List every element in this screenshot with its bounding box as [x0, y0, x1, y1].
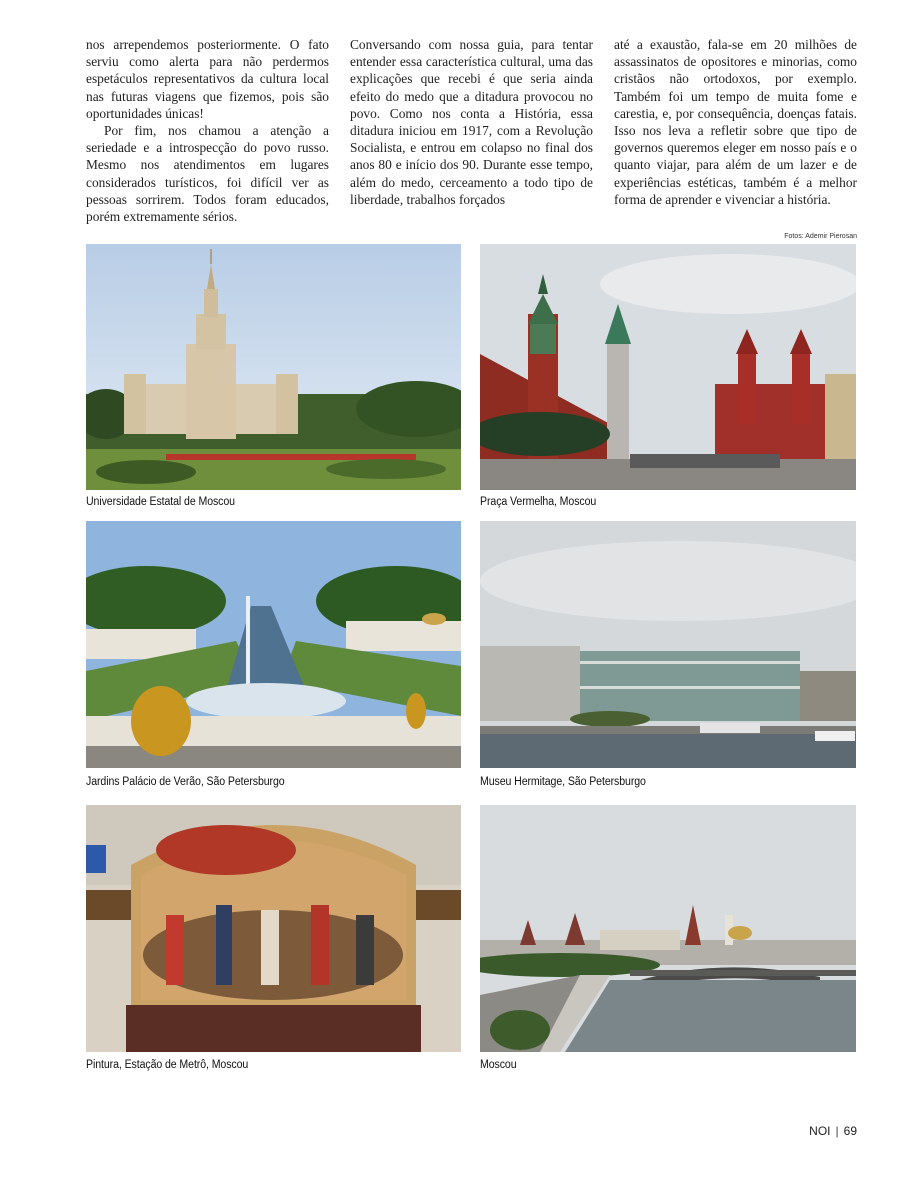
- page-footer: [809, 1124, 857, 1138]
- caption-summer-gardens: Jardins Palácio de Verão, São Petersburgo: [86, 776, 285, 788]
- caption-metro-painting: Pintura, Estação de Metrô, Moscou: [86, 1059, 249, 1071]
- paragraph: Por fim, nos chamou a atenção a seriedade e a introspecção do povo russo. Mesmo nos atendimentos em lugares considerados turísticos, foi difícil ver as pessoas sorrirem. Todos foram educados, porém extremamente sérios.: [86, 123, 329, 225]
- photo-hermitage: [480, 521, 856, 768]
- photo-university: [86, 244, 461, 490]
- page-number: 69: [843, 1124, 857, 1138]
- caption-hermitage: Museu Hermitage, São Petersburgo: [480, 776, 646, 788]
- paragraph: até a exaustão, fala-se em 20 milhões de assassinatos de opositores e minorias, como cristãos não ortodoxos, por exemplo. Também foi um tempo de muita fome e carestia, e, por consequência, doenças fatais. Isso nos leva a refletir sobre que tipo de governos queremos eleger em nosso país e o quanto viajar, para além de um lazer e de experiências estéticas, também é a melhor forma de aprender e vivenciar a história.: [614, 37, 857, 207]
- paragraph: nos arrependemos posteriormente. O fato serviu como alerta para não perdermos espetáculos representativos da cultura local nas futuras viagens que fizemos, pois são oportunidades únicas!: [86, 37, 329, 121]
- photo-metro-painting: [86, 805, 461, 1052]
- paragraph: Conversando com nossa guia, para tentar entender essa característica cultural, uma das explicações que recebi é que seria ainda efeito do medo que a ditadura provocou no povo. Como nos conta a História, essa ditadura iniciou em 1917, com a Revolução Socialista, e entrou em colapso no final dos anos 80 e início dos 90. Durante esse tempo, além do medo, cerceamento a todo tipo de liberdade, trabalhos forçados: [350, 37, 593, 207]
- caption-red-square: Praça Vermelha, Moscou: [480, 496, 597, 508]
- folio-separator: |: [835, 1124, 839, 1138]
- caption-moscow: Moscou: [480, 1059, 517, 1071]
- photo-red-square: [480, 244, 856, 490]
- photo-moscow: [480, 805, 856, 1052]
- photo-summer-gardens: [86, 521, 461, 768]
- photo-credit: Fotos: Ademir Pierosan: [784, 233, 857, 240]
- caption-university: Universidade Estatal de Moscou: [86, 496, 235, 508]
- article-column-2: [350, 36, 593, 208]
- magazine-name: NOI: [809, 1124, 831, 1138]
- article-column-3: [614, 36, 857, 208]
- article-column-1: [86, 36, 329, 225]
